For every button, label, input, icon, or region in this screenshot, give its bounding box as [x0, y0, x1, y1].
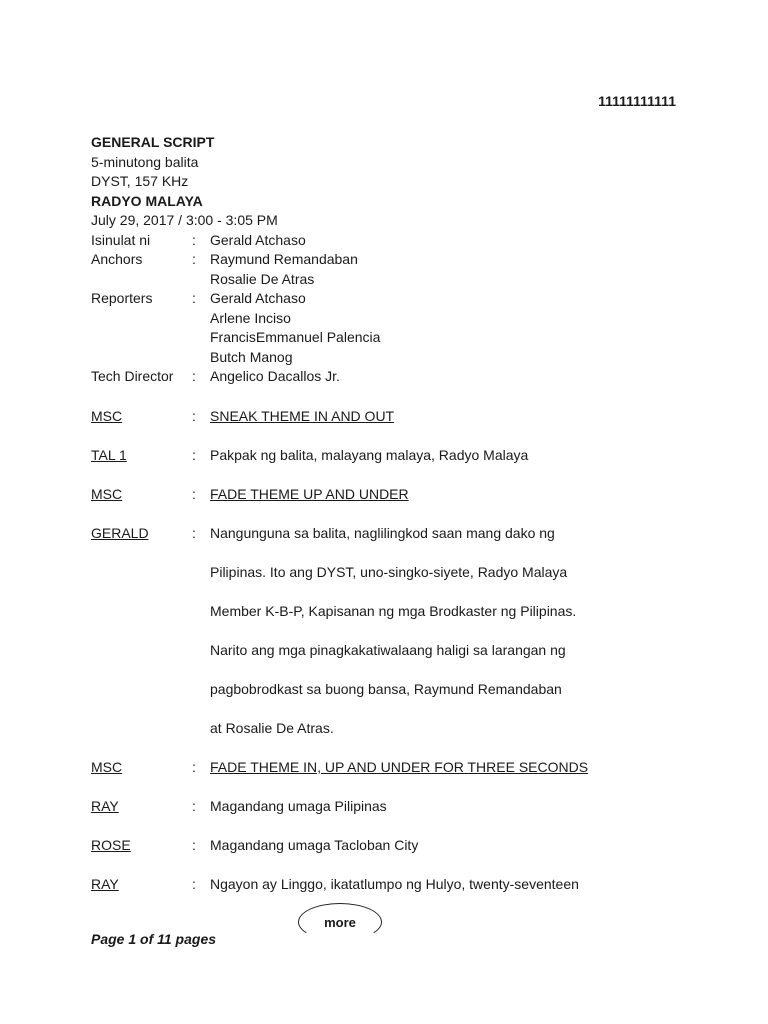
credit-row: [91, 348, 380, 368]
cue-speaker: MSC: [91, 408, 123, 424]
station-info: DYST, 157 KHz: [91, 173, 189, 189]
credit-row: [91, 328, 380, 348]
credit-label: Anchors: [91, 251, 143, 267]
cue-line: Magandang umaga Tacloban City: [210, 837, 419, 853]
credit-separator: [192, 309, 210, 329]
script-title: GENERAL SCRIPT: [91, 134, 215, 150]
cue-line: at Rosalie De Atras.: [210, 720, 334, 736]
cue-separator: :: [192, 525, 196, 541]
network-name: RADYO MALAYA: [91, 192, 203, 209]
script-cue: [91, 836, 691, 855]
cue-text: [210, 485, 691, 504]
credit-separator: [192, 348, 210, 368]
credit-name: FrancisEmmanuel Palencia: [210, 329, 381, 345]
credit-separator: :: [192, 290, 196, 306]
credit-name: Butch Manog: [210, 348, 293, 365]
cue-speaker: TAL 1: [91, 447, 127, 463]
credit-name: Rosalie De Atras: [210, 270, 315, 287]
credit-label: Reporters: [91, 290, 153, 306]
credit-label: Tech Director: [91, 368, 174, 384]
script-cue: [91, 524, 691, 738]
script-header: [91, 133, 380, 387]
credit-separator: :: [192, 251, 196, 267]
cue-speaker: GERALD: [91, 525, 149, 541]
cue-text: [210, 758, 691, 777]
cue-line: Pakpak ng balita, malayang malaya, Radyo Malaya: [210, 447, 529, 463]
credit-row: [91, 231, 380, 251]
cue-text: [210, 446, 691, 465]
cue-separator: :: [192, 798, 196, 814]
cue-line: SNEAK THEME IN AND OUT: [210, 408, 395, 424]
script-body: [91, 407, 691, 914]
cue-line: Magandang umaga Pilipinas: [210, 798, 387, 814]
credit-name: Raymund Remandaban: [210, 251, 358, 267]
cue-line: Narito ang mga pinagkakatiwalaang haligi sa larangan ng: [210, 642, 566, 658]
cue-line: Nangunguna sa balita, naglilingkod saan mang dako ng: [210, 525, 555, 541]
more-label: more: [324, 914, 356, 930]
cue-line: pagbobrodkast sa buong bansa, Raymund Remandaban: [210, 681, 562, 697]
page-id: 11111111111: [598, 93, 676, 109]
credit-row: [91, 309, 380, 329]
program-name: 5-minutong balita: [91, 153, 199, 170]
script-cue: [91, 485, 691, 504]
more-indicator: [298, 903, 382, 941]
credit-row: [91, 367, 380, 387]
script-cue: [91, 407, 691, 426]
cue-separator: :: [192, 486, 196, 502]
credit-name: Angelico Dacallos Jr.: [210, 368, 340, 384]
credit-label: [91, 328, 192, 348]
cue-speaker: MSC: [91, 486, 123, 502]
credit-label: [91, 270, 192, 290]
cue-line: Ngayon ay Linggo, ikatatlumpo ng Hulyo, twenty-seventeen: [210, 876, 579, 892]
cue-speaker: MSC: [91, 759, 123, 775]
script-cue: [91, 758, 691, 777]
cue-separator: :: [192, 876, 196, 892]
cue-text: [210, 875, 691, 894]
credit-label: [91, 348, 192, 368]
cue-line: FADE THEME IN, UP AND UNDER FOR THREE SECONDS: [210, 759, 589, 775]
credit-name: Gerald Atchaso: [210, 290, 306, 306]
cue-separator: :: [192, 408, 196, 424]
credit-name: Arlene Inciso: [210, 309, 291, 326]
cue-line: FADE THEME UP AND UNDER: [210, 486, 409, 502]
credit-separator: [192, 270, 210, 290]
credit-row: [91, 250, 380, 270]
cue-separator: :: [192, 759, 196, 775]
cue-line: Member K-B-P, Kapisanan ng mga Brodkaster ng Pilipinas.: [210, 603, 577, 619]
credits-list: [91, 231, 380, 387]
script-cue: [91, 797, 691, 816]
cue-speaker: RAY: [91, 876, 119, 892]
credit-label: Isinulat ni: [91, 231, 151, 248]
cue-separator: :: [192, 447, 196, 463]
cue-separator: :: [192, 837, 196, 853]
credit-separator: :: [192, 368, 196, 384]
cue-text: [210, 797, 691, 816]
script-cue: [91, 446, 691, 465]
broadcast-date: July 29, 2017 / 3:00 - 3:05 PM: [91, 212, 278, 228]
cue-text: [210, 524, 691, 738]
cue-text: [210, 407, 691, 426]
credit-row: [91, 289, 380, 309]
cue-line: Pilipinas. Ito ang DYST, uno-singko-siyete, Radyo Malaya: [210, 564, 568, 580]
cue-text: [210, 836, 691, 855]
credit-label: [91, 309, 192, 329]
credit-separator: :: [192, 231, 196, 248]
script-cue: [91, 875, 691, 894]
page-footer: Page 1 of 11 pages: [91, 931, 217, 947]
credit-name: Gerald Atchaso: [210, 231, 306, 248]
cue-speaker: RAY: [91, 798, 119, 814]
credit-row: [91, 270, 380, 290]
cue-speaker: ROSE: [91, 837, 131, 853]
credit-separator: [192, 328, 210, 348]
